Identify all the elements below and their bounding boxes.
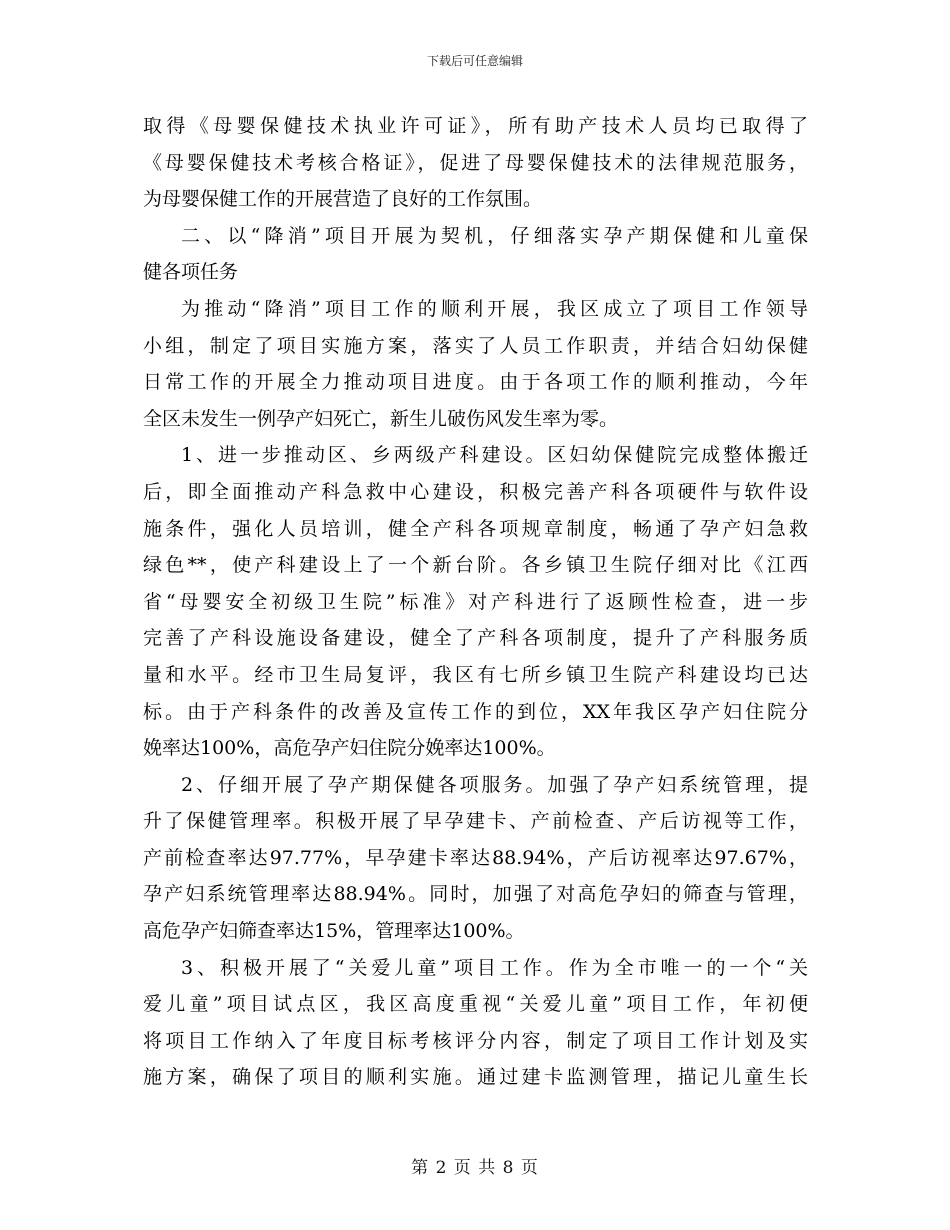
paragraph (143, 950, 808, 1096)
text-line: 为母婴保健工作的开展营造了良好的工作氛围。 (143, 188, 543, 211)
text-line: 完善了产科设施设备建设，健全了产科各项制度，提升了产科服务质 (143, 627, 808, 650)
text-line: 标。由于产科条件的改善及宣传工作的到位，XX年我区孕产妇住院分 (143, 700, 808, 723)
document-body (143, 108, 808, 1096)
text-line: 爱儿童”项目试点区，我区高度重视“关爱儿童”项目工作，年初便 (143, 993, 808, 1016)
text-line: 日常工作的开展全力推动项目进度。由于各项工作的顺利推动，今年 (143, 371, 808, 394)
text-line: 高危孕产妇筛查率达15%，管理率达100%。 (143, 920, 525, 943)
text-line: 健各项任务 (143, 261, 239, 284)
page-footer: 第 2 页 共 8 页 (411, 1158, 539, 1178)
paragraph (143, 291, 808, 437)
text-line: 升了保健管理率。积极开展了早孕建卡、产前检查、产后访视等工作， (143, 810, 808, 833)
paragraph (143, 218, 808, 291)
paragraph (143, 108, 808, 218)
text-line: 全区未发生一例孕产妇死亡，新生儿破伤风发生率为零。 (143, 407, 619, 430)
text-line: 施方案，确保了项目的顺利实施。通过建卡监测管理，描记儿童生长 (143, 1066, 808, 1089)
text-line: 施条件，强化人员培训，健全产科各项规章制度，畅通了孕产妇急救 (143, 517, 808, 540)
text-line: 3、积极开展了“关爱儿童”项目工作。作为全市唯一的一个“关 (181, 956, 808, 979)
paragraph (143, 437, 808, 766)
text-line: 二、以“降消”项目开展为契机，仔细落实孕产期保健和儿童保 (181, 224, 808, 247)
paragraph (143, 767, 808, 950)
text-line: 后，即全面推动产科急救中心建设，积极完善产科各项硬件与软件设 (143, 480, 808, 503)
text-line: 省“母婴安全初级卫生院”标准》对产科进行了返顾性检查，进一步 (143, 590, 808, 613)
text-line: 1、进一步推动区、乡两级产科建设。区妇幼保健院完成整体搬迁 (181, 444, 808, 467)
page-header: 下载后可任意编辑 (426, 54, 523, 68)
text-line: 绿色**，使产科建设上了一个新台阶。各乡镇卫生院仔细对比《江西 (143, 554, 808, 577)
text-line: 2、仔细开展了孕产期保健各项服务。加强了孕产妇系统管理，提 (181, 773, 808, 796)
text-line: 量和水平。经市卫生局复评，我区有七所乡镇卫生院产科建设均已达 (143, 663, 808, 686)
text-line: 取得《母婴保健技术执业许可证》，所有助产技术人员均已取得了 (143, 115, 808, 137)
text-line: 娩率达100%，高危孕产妇住院分娩率达100%。 (143, 737, 556, 760)
text-line: 为推动“降消”项目工作的顺利开展，我区成立了项目工作领导 (181, 297, 808, 320)
text-line: 孕产妇系统管理率达88.94%。同时，加强了对高危孕妇的筛查与管理， (143, 883, 808, 906)
text-line: 小组，制定了项目实施方案，落实了人员工作职责，并结合妇幼保健 (143, 334, 808, 357)
text-line: 《母婴保健技术考核合格证》，促进了母婴保健技术的法律规范服务， (143, 151, 808, 174)
text-line: 将项目工作纳入了年度目标考核评分内容，制定了项目工作计划及实 (143, 1029, 808, 1052)
text-line: 产前检查率达97.77%，早孕建卡率达88.94%，产后访视率达97.67%， (143, 846, 808, 869)
